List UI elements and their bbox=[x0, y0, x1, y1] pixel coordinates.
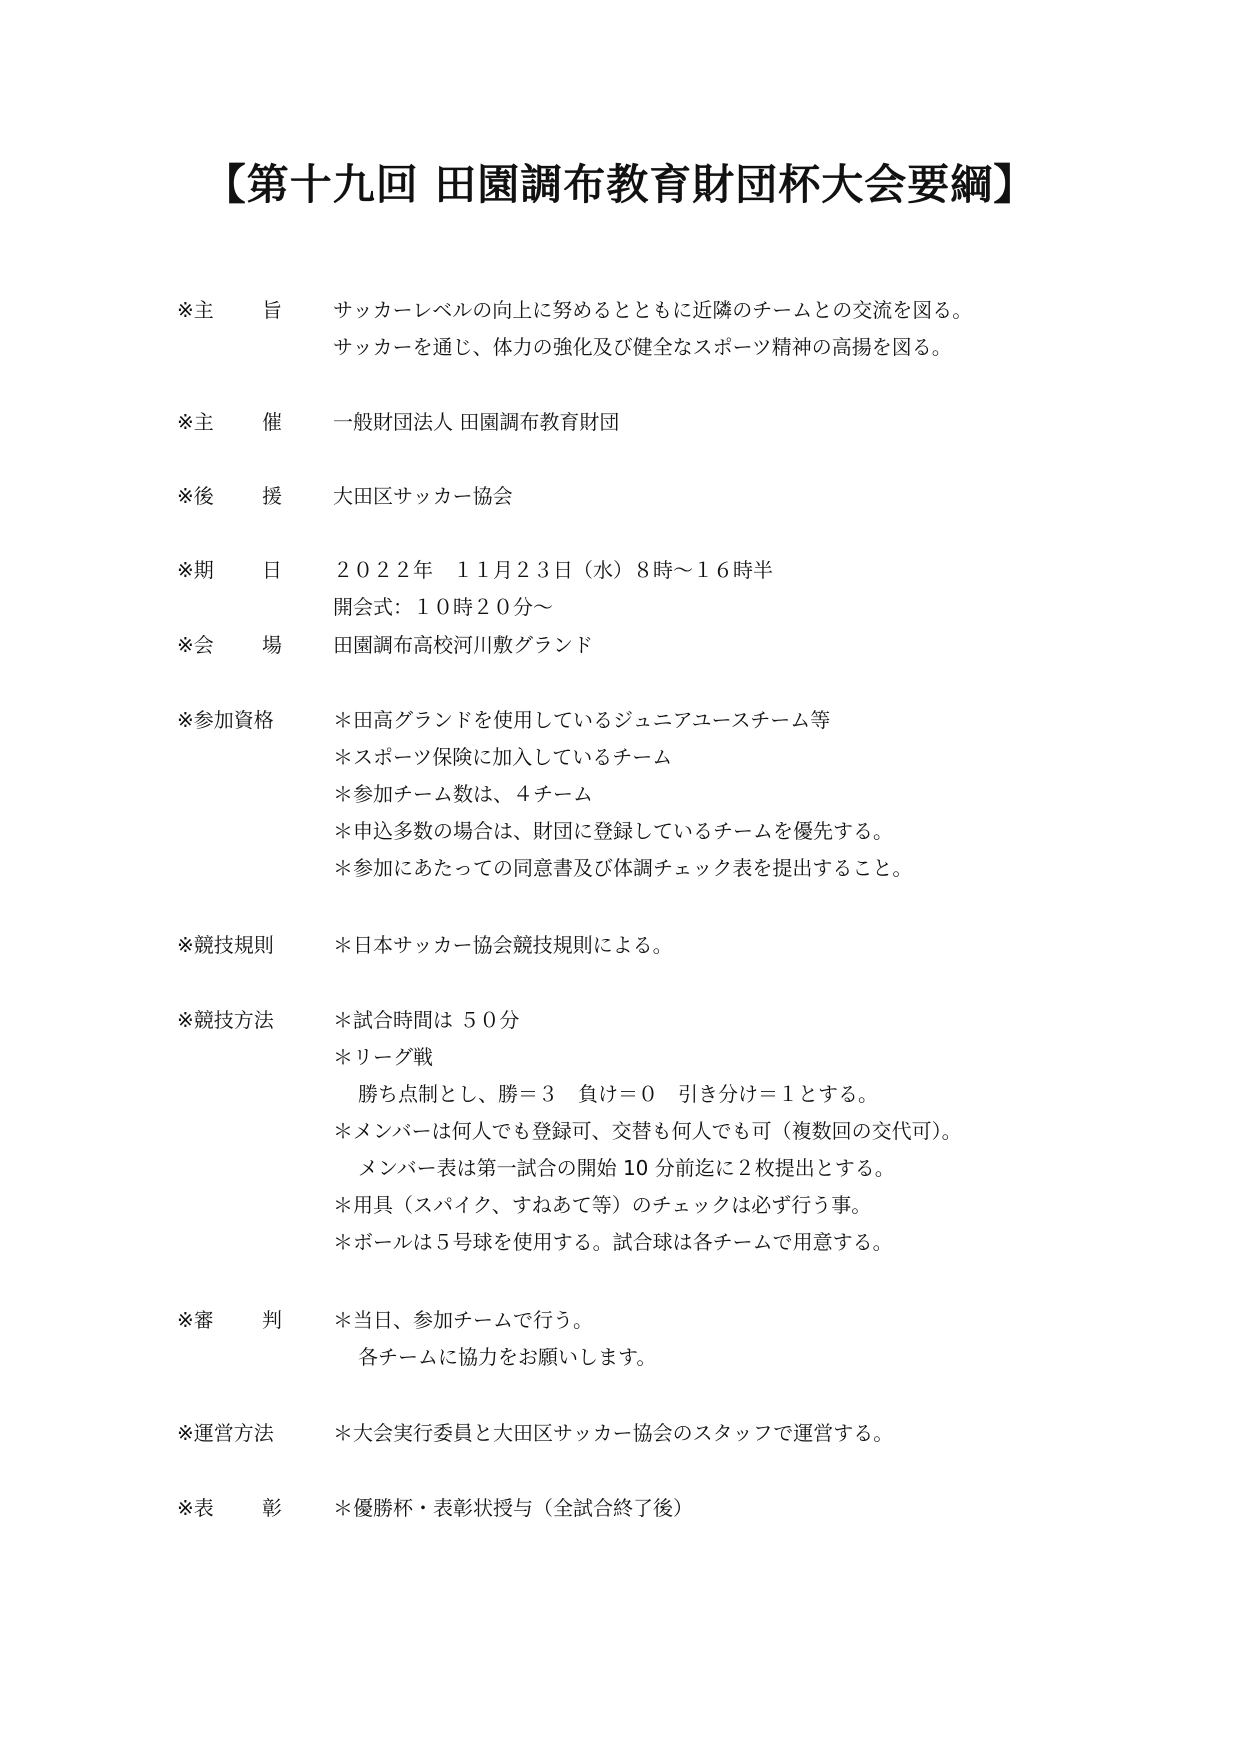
section-text: 一般財団法人 田園調布教育財団 bbox=[333, 410, 620, 434]
list-item: ＊日本サッカー協会競技規則による。 bbox=[333, 933, 673, 957]
section-referee: ※審 判 ＊当日、参加チームで行う。 各チームに協力をお願いします。 bbox=[177, 1302, 1077, 1376]
list-item: メンバー表は第一試合の開始 10 分前迄に２枚提出とする。 bbox=[358, 1156, 895, 1180]
section-text: サッカーを通じ、体力の強化及び健全なスポーツ精神の高揚を図る。 bbox=[333, 335, 952, 359]
section-date: ※期 日 ２０２２年 １１月２３日（水）８時～１６時半 開会式：１０時２０分～ bbox=[177, 552, 1077, 626]
document-title: 【第十九回 田園調布教育財団杯大会要綱】 bbox=[203, 160, 1037, 209]
opening-ceremony-time: 開会式：１０時２０分～ bbox=[333, 595, 553, 619]
list-item: ＊大会実行委員と大田区サッカー協会のスタッフで運営する。 bbox=[333, 1421, 894, 1445]
section-text: 大田区サッカー協会 bbox=[333, 484, 513, 508]
section-label: ※参加資格 bbox=[177, 708, 274, 732]
section-awards: ※表 彰 ＊優勝杯・表彰状授与（全試合終了後） bbox=[177, 1490, 1077, 1527]
section-method bbox=[177, 1002, 1077, 1261]
list-item: ＊参加チーム数は、４チーム bbox=[333, 782, 593, 806]
section-label: ※競技規則 bbox=[177, 933, 274, 957]
list-item: ＊申込多数の場合は、財団に登録しているチームを優先する。 bbox=[333, 819, 893, 843]
section-purpose: ※主 旨 サッカーレベルの向上に努めるとともに近隣のチームとの交流を図る。 サッカーを通じ、体力の強化及び健全なスポーツ精神の高揚を図る。 bbox=[177, 292, 1077, 366]
section-venue: ※会 場 田園調布高校河川敷グランド bbox=[177, 627, 1077, 664]
list-item: ＊試合時間は ５０分 bbox=[333, 1008, 520, 1032]
list-item: 勝ち点制とし、勝＝３ 負け＝０ 引き分け＝１とする。 bbox=[358, 1082, 878, 1106]
section-label: ※運営方法 bbox=[177, 1421, 274, 1445]
section-rules bbox=[177, 927, 1077, 964]
section-organizer: ※主 催 一般財団法人 田園調布教育財団 bbox=[177, 404, 1077, 441]
list-item: ＊当日、参加チームで行う。 bbox=[333, 1308, 593, 1332]
list-item: ＊優勝杯・表彰状授与（全試合終了後） bbox=[333, 1496, 693, 1520]
list-item: ＊スポーツ保険に加入しているチーム bbox=[333, 745, 673, 769]
section-label: ※競技方法 bbox=[177, 1008, 274, 1032]
list-item: ＊田高グランドを使用しているジュニアユースチーム等 bbox=[333, 708, 831, 732]
section-text: 田園調布高校河川敷グランド bbox=[333, 633, 593, 657]
list-item: ＊用具（スパイク、すねあて等）のチェックは必ず行う事。 bbox=[333, 1193, 872, 1217]
list-item: 各チームに協力をお願いします。 bbox=[358, 1345, 657, 1369]
event-date: ２０２２年 １１月２３日（水）８時～１６時半 bbox=[333, 558, 773, 582]
list-item: ＊ボールは５号球を使用する。試合球は各チームで用意する。 bbox=[333, 1230, 893, 1254]
section-eligibility bbox=[177, 702, 1077, 887]
list-item: ＊リーグ戦 bbox=[333, 1045, 433, 1069]
section-operation bbox=[177, 1415, 1077, 1452]
list-item: ＊参加にあたっての同意書及び体調チェック表を提出すること。 bbox=[333, 856, 913, 880]
section-text: サッカーレベルの向上に努めるとともに近隣のチームとの交流を図る。 bbox=[333, 298, 973, 322]
list-item: ＊メンバーは何人でも登録可、交替も何人でも可（複数回の交代可）。 bbox=[333, 1119, 962, 1143]
section-support: ※後 援 大田区サッカー協会 bbox=[177, 478, 1077, 515]
